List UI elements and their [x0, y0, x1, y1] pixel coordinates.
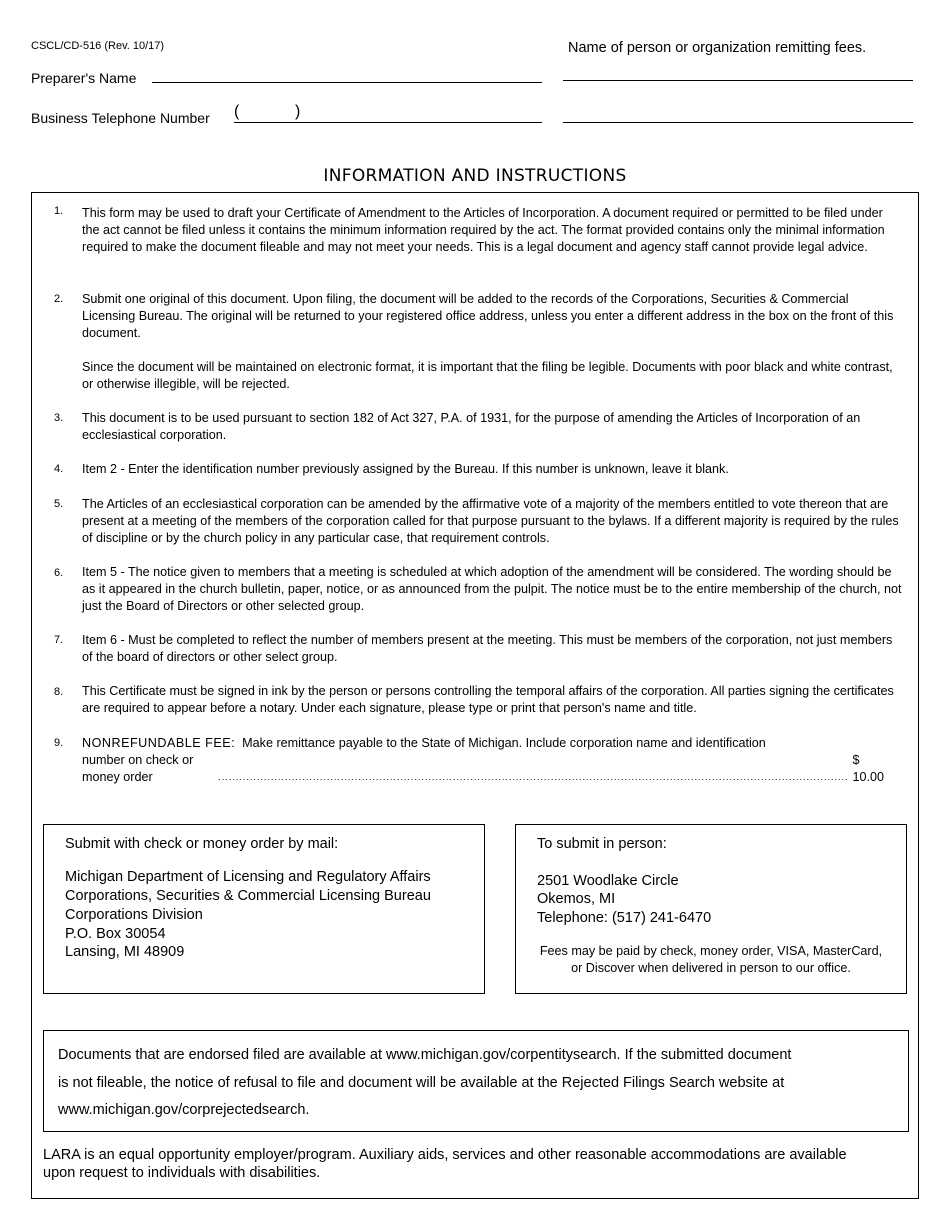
- mail-address-line: Corporations Division: [65, 907, 203, 923]
- item-number: 8.: [54, 686, 64, 698]
- instruction-4: Item 2 - Enter the identification number previously assigned by the Bureau. If this number is unknown, leave it blank.: [82, 462, 729, 476]
- mail-address-line: Corporations, Securities & Commercial Licensing Bureau: [65, 888, 431, 904]
- endorsed-line1: Documents that are endorsed filed are available at www.michigan.gov/corpentitysearch. If the submitted document: [58, 1047, 792, 1063]
- instruction-2-continued: Since the document will be maintained on electronic format, it is important that the filing be legible. Documents with poor black and white contrast, or otherwise illegible, will be rejected.: [82, 360, 893, 391]
- remitter-address-field[interactable]: [563, 122, 913, 123]
- dot-leader: ....................................................................................................................................................................................: [218, 772, 849, 782]
- phone-field[interactable]: [234, 122, 542, 123]
- item-number: 3.: [54, 412, 64, 424]
- mail-heading: Submit with check or money order by mail:: [65, 836, 339, 852]
- preparer-name-field[interactable]: [152, 82, 542, 83]
- payment-note-line1: Fees may be paid by check, money order, VISA, MasterCard,: [539, 944, 883, 958]
- fee-heading: NONREFUNDABLE FEE:: [82, 736, 236, 750]
- remitter-label: Name of person or organization remitting fees.: [568, 40, 867, 56]
- fee-line: [82, 752, 884, 786]
- preparer-label: Preparer's Name: [31, 70, 137, 86]
- item-number: 4.: [54, 463, 64, 475]
- form-id: CSCL/CD-516 (Rev. 10/17): [31, 40, 165, 52]
- instruction-6: Item 5 - The notice given to members that a meeting is scheduled at which adoption of the amendment will be considered. The wording should be as it appeared in the church bulletin, paper, notice, or as announced from the pulpit. The notice must be to the entire membership of the church, not just the Board of Directors or other selected group.: [82, 565, 902, 613]
- footer-line2: upon request to individuals with disabilities.: [43, 1165, 321, 1181]
- instruction-3: This document is to be used pursuant to section 182 of Act 327, P.A. of 1931, for the purpose of amending the Articles of Incorporation of an ecclesiastical corporation.: [82, 411, 861, 442]
- instruction-1: This form may be used to draft your Certificate of Amendment to the Articles of Incorporation. A document required or permitted to be filed under the act cannot be filed unless it contains the minimum information required by the act. The format provided contains only the minimal information required to make the document fileable and may not meet your needs. This is a legal document and agency staff cannot provide legal advice.: [82, 206, 885, 254]
- item-number: 2.: [54, 293, 64, 305]
- mail-address-line: P.O. Box 30054: [65, 926, 166, 942]
- remitter-name-field[interactable]: [563, 80, 913, 81]
- fee-amount: $ 10.00: [852, 753, 884, 784]
- item-number: 9.: [54, 737, 64, 749]
- in-person-telephone: Telephone: (517) 241-6470: [537, 910, 712, 926]
- endorsed-info-box: [43, 1030, 909, 1132]
- mail-address-line: Michigan Department of Licensing and Regulatory Affairs: [65, 869, 431, 885]
- instruction-7: Item 6 - Must be completed to reflect the number of members present at the meeting. This must be members of the corporation, not just members of the board of directors or other select group.: [82, 633, 893, 664]
- in-person-address-line: 2501 Woodlake Circle: [537, 873, 679, 889]
- page-title: INFORMATION AND INSTRUCTIONS: [323, 166, 627, 186]
- item-number: 5.: [54, 498, 64, 510]
- instruction-8: This Certificate must be signed in ink by the person or persons controlling the temporal affairs of the corporation. All parties signing the certificates are required to appear before a notary. Under each signature, please type or print that person's name and title.: [82, 684, 894, 715]
- mail-submission-box: [43, 824, 485, 994]
- fee-text: Make remittance payable to the State of Michigan. Include corporation name and identification: [242, 736, 766, 750]
- endorsed-line2: is not fileable, the notice of refusal to file and document will be available at the Rejected Filings Search website at: [58, 1075, 785, 1091]
- item-number: 7.: [54, 634, 64, 646]
- mail-address-line: Lansing, MI 48909: [65, 944, 185, 960]
- footer-line1: LARA is an equal opportunity employer/program. Auxiliary aids, services and other reasonable accommodations are available: [43, 1147, 847, 1163]
- in-person-address-line: Okemos, MI: [537, 891, 616, 907]
- instruction-5: The Articles of an ecclesiastical corporation can be amended by the affirmative vote of a majority of the members entitled to vote thereon that are present at a meeting of the members of the corporation called for that purpose pursuant to the bylaws. If a different majority is required by the rules of discipline or by the church policy in any particular case, that requirement controls.: [82, 497, 899, 545]
- endorsed-line3: www.michigan.gov/corprejectedsearch.: [58, 1102, 310, 1118]
- phone-label: Business Telephone Number: [31, 110, 210, 126]
- phone-paren-close: ): [295, 103, 301, 120]
- fee-text-line2: number on check or money order: [82, 753, 194, 784]
- in-person-box: [515, 824, 907, 994]
- payment-note-line2: or Discover when delivered in person to our office.: [571, 961, 851, 975]
- item-number: 6.: [54, 567, 64, 579]
- item-number: 1.: [54, 205, 64, 217]
- instruction-9: [82, 735, 902, 752]
- instruction-2: Submit one original of this document. Upon filing, the document will be added to the records of the Corporations, Securities & Commercial Licensing Bureau. The original will be returned to your registered office address, unless you enter a different address in the box on the front of this document.: [82, 292, 894, 340]
- phone-paren-open: (: [234, 103, 240, 120]
- in-person-heading: To submit in person:: [537, 836, 667, 852]
